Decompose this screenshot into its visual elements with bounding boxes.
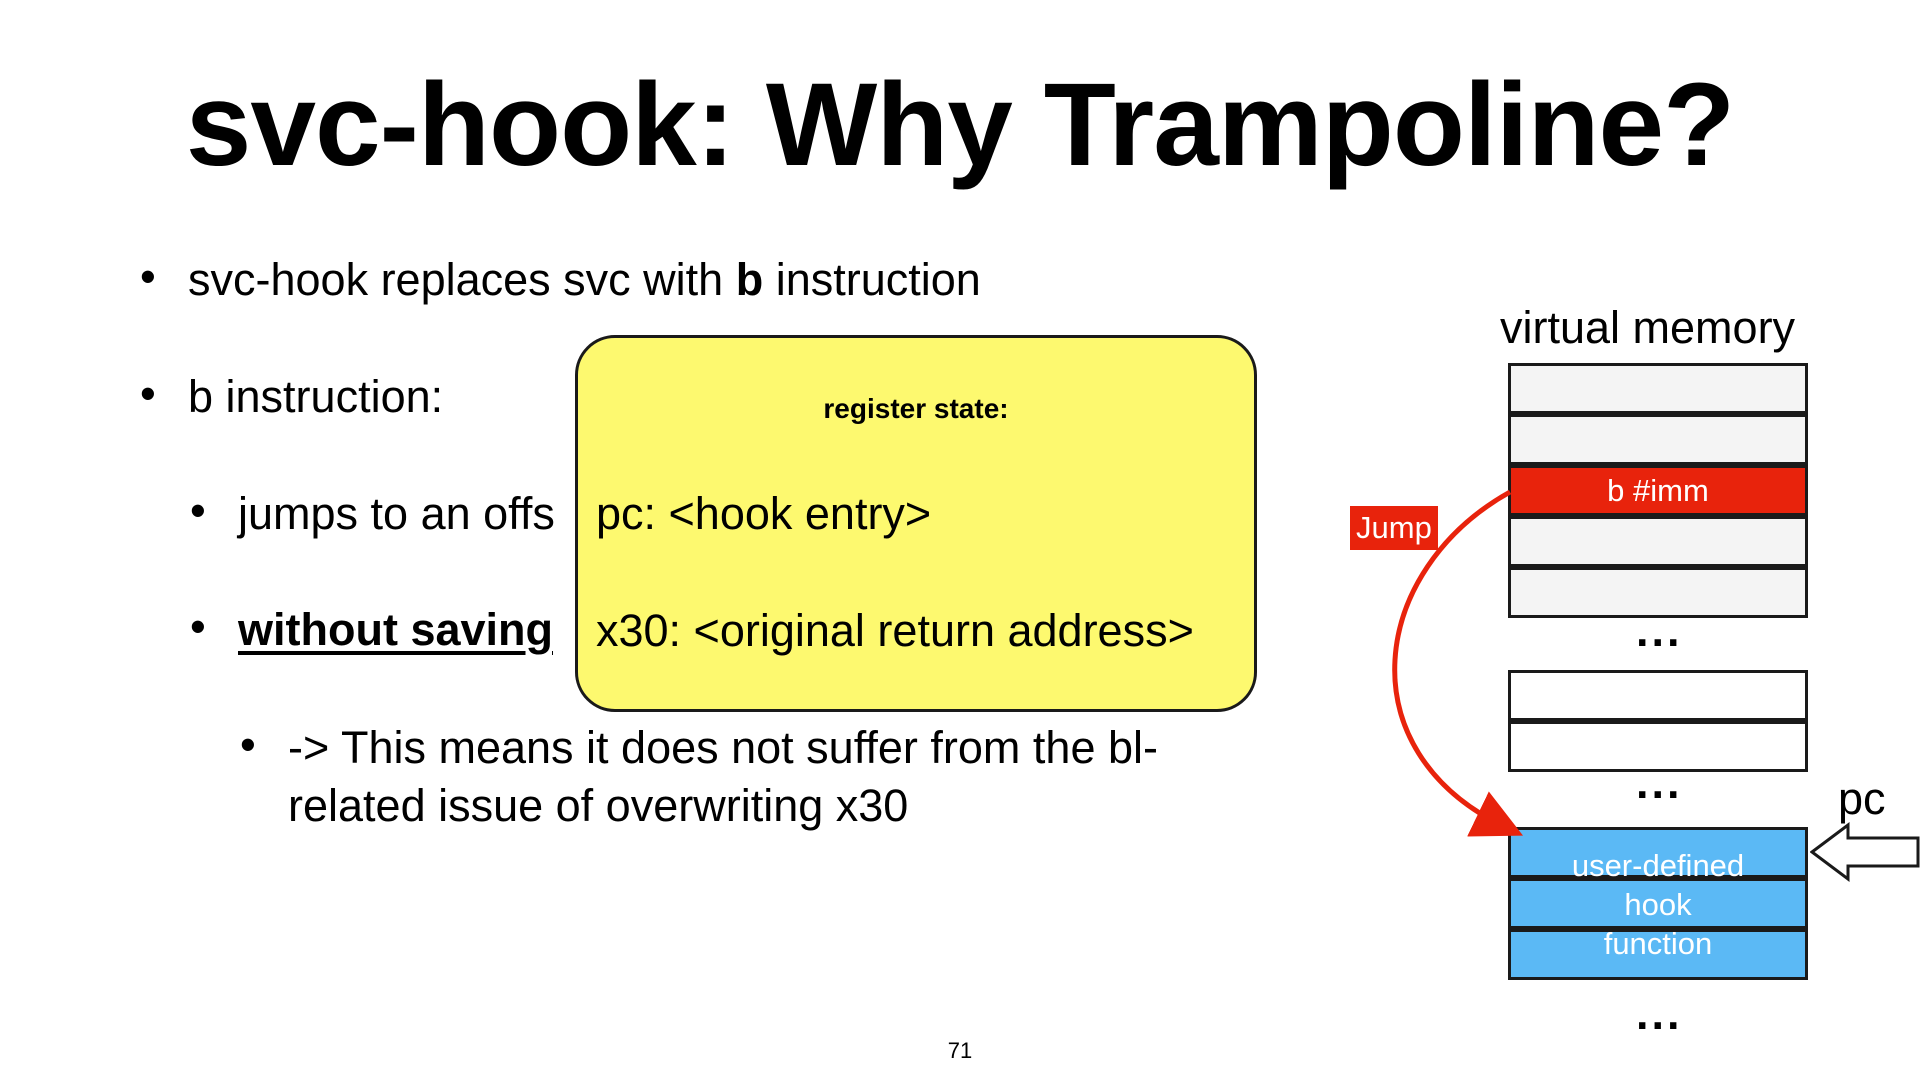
bullet-marker: •: [140, 368, 156, 419]
hook-label-line: hook: [1624, 887, 1692, 922]
bullet-b-instruction: b instruction:: [188, 371, 444, 422]
bullet-text: svc-hook replaces svc with: [188, 254, 736, 305]
bullet-jumps-offset: jumps to an offs: [238, 488, 555, 539]
pc-label: pc: [1838, 773, 1886, 824]
hook-label-line: function: [1603, 926, 1713, 961]
callout-heading: register state:: [823, 393, 1009, 424]
hook-label-line: user-defined: [1571, 848, 1745, 883]
ellipsis: ...: [1636, 605, 1683, 656]
virtual-memory-heading: virtual memory: [1500, 302, 1796, 353]
bullet-text: instruction: [763, 254, 981, 305]
slide-title: svc-hook: Why Trampoline?: [185, 59, 1735, 191]
bullet-marker: •: [190, 601, 206, 652]
pc-pointer-arrow-icon: [1810, 822, 1920, 884]
jump-label: Jump: [1350, 506, 1438, 550]
memory-cell-b-imm: b #imm: [1508, 465, 1808, 516]
ellipsis: ...: [1636, 988, 1683, 1039]
bullet-marker: •: [240, 719, 256, 770]
bullet-marker: •: [190, 485, 206, 536]
bullet-without-saving: without saving: [238, 604, 553, 655]
ellipsis: ...: [1636, 757, 1683, 808]
bullet-line: related issue of overwriting x30: [288, 779, 909, 831]
bullet-marker: •: [140, 251, 156, 302]
bullet-bold-b: b: [735, 254, 764, 305]
bullet-line: -> This means it does not suffer from the bl-: [288, 722, 1158, 773]
callout-x30-value: x30: <original return address>: [596, 605, 1194, 656]
callout-pc-value: pc: <hook entry>: [596, 488, 932, 539]
page-number: 71: [947, 1038, 973, 1063]
